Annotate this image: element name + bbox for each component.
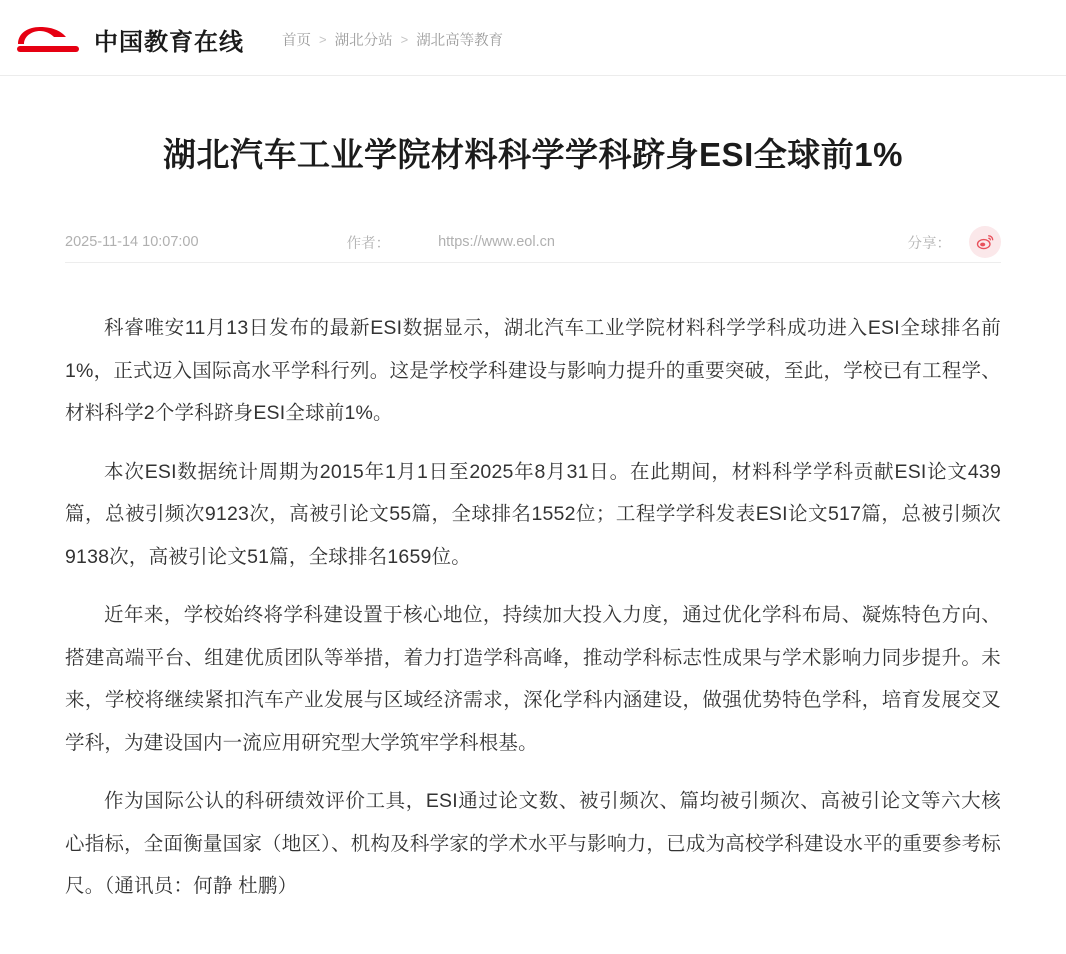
- article-paragraph: 本次ESI数据统计周期为2015年1月1日至2025年8月31日。在此期间，材料科学学科贡献ESI论文439篇，总被引频次9123次，高被引论文55篇，全球排名1552位；工程学学科发表ESI论文517篇，总被引频次9138次，高被引论文51篇，全球排名1659位。: [65, 460, 1001, 568]
- weibo-icon[interactable]: [969, 226, 1001, 258]
- share-label: 分享：: [907, 235, 951, 252]
- article-paragraph: 近年来，学校始终将学科建设置于核心地位，持续加大投入力度，通过优化学科布局、凝炼特色方向、搭建高端平台、组建优质团队等举措，着力打造学科高峰，推动学科标志性成果与学术影响力同步提升。未来，学校将继续紧扣汽车产业发展与区域经济需求，深化学科内涵建设，做强优势特色学科，培育发展交叉学科，为建设国内一流应用研究型大学筑牢学科根基。: [65, 604, 1001, 754]
- publish-date: 2025-11-14 10:07:00: [65, 234, 199, 251]
- source-url[interactable]: https://www.eol.cn: [438, 234, 555, 251]
- site-header: [0, 0, 1066, 76]
- eol-logo-icon: [14, 23, 86, 57]
- share-icon-group: [969, 226, 1001, 258]
- breadcrumb-item-home[interactable]: 首页: [282, 33, 311, 49]
- page-title: 湖北汽车工业学院材料科学学科跻身ESI全球前1%: [163, 136, 903, 173]
- breadcrumb-item-hubei-station[interactable]: 湖北分站: [334, 33, 393, 49]
- site-logo-text: 中国教育在线: [94, 29, 244, 56]
- article-meta-bar: [65, 222, 1001, 262]
- breadcrumb-separator: >: [400, 32, 409, 47]
- article-paragraph: 作为国际公认的科研绩效评价工具，ESI通过论文数、被引频次、篇均被引频次、高被引论文等六大核心指标，全面衡量国家（地区）、机构及科学家的学术水平与影响力，已成为高校学科建设水平的重要参考标尺。（通讯员：何静 杜鹏）: [65, 790, 1001, 898]
- article-body: [65, 307, 1001, 908]
- site-logo[interactable]: [14, 22, 244, 57]
- breadcrumb: [282, 29, 503, 50]
- article-container: [65, 132, 1001, 954]
- svg-text:eol: eol: [31, 30, 50, 46]
- meta-divider: [65, 262, 1001, 263]
- author-label: 作者：: [346, 235, 391, 252]
- breadcrumb-separator: >: [319, 32, 327, 47]
- article-paragraph: 科睿唯安11月13日发布的最新ESI数据显示，湖北汽车工业学院材料科学学科成功进入ESI全球排名前1%，正式迈入国际高水平学科行列。这是学校学科建设与影响力提升的重要突破，至此，学校已有工程学、材料科学2个学科跻身ESI全球前1%。: [65, 317, 1001, 425]
- breadcrumb-item-hubei-higher-education[interactable]: 湖北高等教育: [416, 33, 504, 49]
